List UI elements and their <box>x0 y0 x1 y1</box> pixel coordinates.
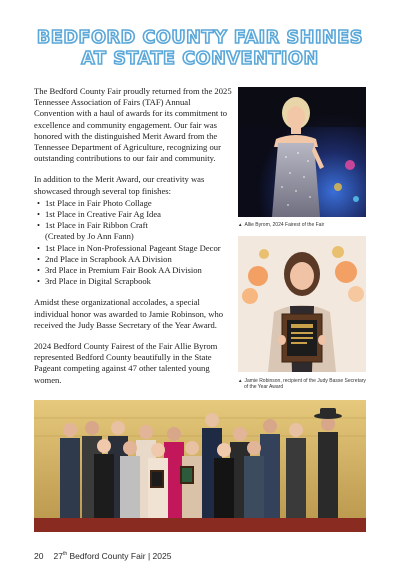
pageant-stage-image <box>238 87 366 217</box>
headline-line-1: BEDFORD COUNTY FAIR SHINES <box>36 28 364 48</box>
page-footer <box>34 551 171 561</box>
caption-marker: ▲ <box>238 378 243 383</box>
headline-line-2: AT STATE CONVENTION <box>81 49 319 69</box>
caption-photo-1 <box>238 222 366 228</box>
list-item: • 3rd Place in Digital Scrapbook <box>34 276 232 287</box>
caption-text: Allie Byrom, 2024 Fairest of the Fair <box>244 222 325 228</box>
page-number: 20 <box>34 551 44 561</box>
photo-allie-byrom <box>238 87 366 217</box>
list-item: • 2nd Place in Scrapbook AA Division <box>34 254 232 265</box>
list-item: • 1st Place in Fair Ribbon Craft <box>34 220 232 231</box>
list-item: • 1st Place in Creative Fair Ag Idea <box>34 209 232 220</box>
footer-separator: | <box>147 551 151 561</box>
list-item: • 3rd Place in Premium Fair Book AA Division <box>34 265 232 276</box>
paragraph-awards-intro: In addition to the Merit Award, our creativity was showcased through several top finishes: <box>34 174 205 196</box>
list-item-continuation: (Created by Jo Ann Fann) <box>45 231 134 242</box>
edition-number: 27 <box>53 551 63 561</box>
award-recipient-image <box>238 236 366 372</box>
caption-text-line-1: Jamie Robinson, recipient of the Judy Basse Secretary <box>244 378 366 384</box>
paragraph-secretary-award: Amidst these organizational accolades, a special individual honor was awarded to Jamie Robinson, who received the Judy Basse Secretary of the Year Award. <box>34 297 224 330</box>
paragraph-intro: The Bedford County Fair proudly returned from the 2025 Tennessee Association of Fairs (TAF) Annual Convention with a haul of awards for its commitment to excellence and community engagement. Our fair was honored with the distinguished Merit Award from the Tennessee Department of Agriculture, recognizing our outstanding contributions to our fair and community. <box>34 86 232 164</box>
article-body <box>34 86 232 396</box>
caption-text-line-2: of the Year Award <box>244 384 284 391</box>
caption-marker: ▲ <box>238 222 243 227</box>
awards-list <box>34 198 232 288</box>
edition-suffix: th <box>62 551 68 558</box>
group-image <box>34 400 366 532</box>
list-item: • 1st Place in Non-Professional Pageant Stage Decor <box>34 243 232 254</box>
footer-year: 2025 <box>152 551 172 561</box>
list-item: • 1st Place in Fair Photo Collage <box>34 198 232 209</box>
paragraph-pageant: 2024 Bedford County Fairest of the Fair Allie Byrom represented Bedford County beautifully in the State Pageant competing against 47 other talented young women. <box>34 341 218 385</box>
fair-name: Bedford County Fair <box>69 551 146 561</box>
page-headline <box>0 28 400 70</box>
photo-jamie-robinson <box>238 236 366 372</box>
caption-photo-2 <box>238 378 366 391</box>
photo-group <box>34 400 366 532</box>
